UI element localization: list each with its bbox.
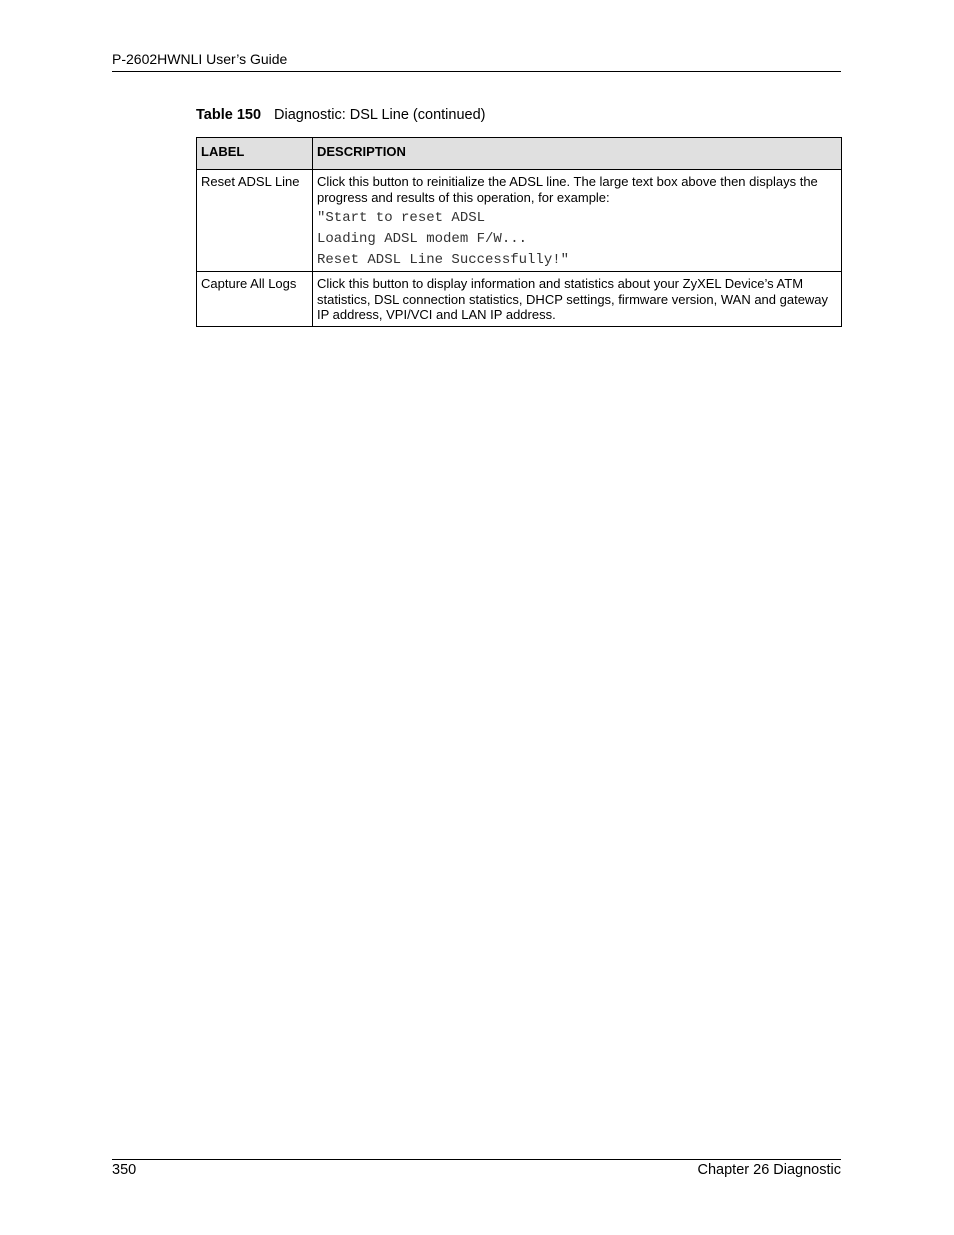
page-header-title: P-2602HWNLI User’s Guide	[112, 51, 288, 67]
header-divider	[112, 71, 841, 72]
column-header-label: LABEL	[197, 138, 313, 170]
table-row	[197, 272, 842, 327]
table-caption-text: Diagnostic: DSL Line (continued)	[274, 107, 486, 123]
code-line: Reset ADSL Line Successfully!"	[317, 252, 570, 268]
code-line: Loading ADSL modem F/W...	[317, 231, 528, 247]
column-header-description: DESCRIPTION	[313, 138, 842, 170]
table-caption	[196, 107, 485, 123]
row-description: Click this button to reinitialize the ADSL line. The large text box above then displays the progress and results of this operation, for example:	[317, 174, 818, 205]
row-label: Reset ADSL Line	[197, 170, 313, 272]
row-label: Capture All Logs	[197, 272, 313, 327]
table-header-row	[197, 138, 842, 170]
page-number: 350	[112, 1162, 137, 1178]
table-row	[197, 170, 842, 272]
row-description-cell	[313, 170, 842, 272]
table-caption-number: Table 150	[196, 107, 262, 123]
row-description: Click this button to display information and statistics about your ZyXEL Device’s ATM statistics, DSL connection statistics, DHCP settings, firmware version, WAN and gateway IP address, VPI/VCI and LAN IP address.	[313, 272, 842, 327]
footer-divider	[112, 1159, 841, 1160]
diagnostic-table	[196, 137, 842, 327]
code-line: "Start to reset ADSL	[317, 210, 486, 226]
footer-chapter-title: Chapter 26 Diagnostic	[697, 1162, 841, 1178]
